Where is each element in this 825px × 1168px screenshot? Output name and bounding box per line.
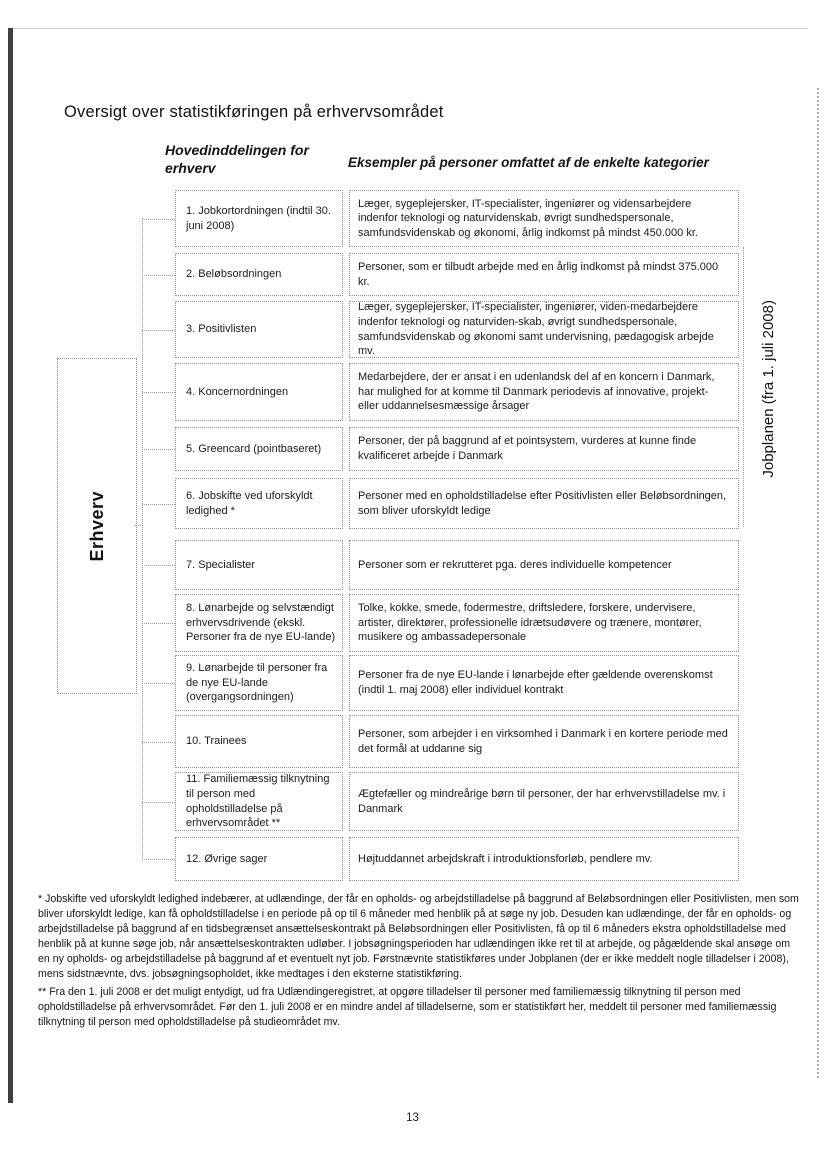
table-row [175,837,739,881]
category-label: 4. Koncernordningen [186,385,289,398]
connector-branch [142,219,175,220]
scan-edge-top [13,28,808,29]
category-cell [175,715,343,768]
category-cell [175,837,343,881]
category-cell [175,594,343,652]
connector-branch [142,742,175,743]
scan-edge-right [817,88,819,1078]
connector-branch [142,623,175,624]
connector-branch [142,504,175,505]
example-text: Medarbejdere, der er ansat i en udenlandsk del af en koncern i Danmark, har mulighed for at komme til Danmark periodevis af innovative, projekt- eller uddannelsesmæssige årsager [358,371,715,413]
column-header-examples: Eksempler på personer omfattet af de enkelte kategorier [348,155,709,170]
category-label: 3. Positivlisten [186,323,257,336]
connector-branch [142,330,175,331]
category-cell [175,540,343,590]
example-cell [349,655,739,711]
example-cell [349,301,739,358]
category-label: 11. Familiemæssig tilknytning til person med opholdstilladelse på erhvervsområdet ** [186,773,330,830]
category-cell [175,655,343,711]
example-cell [349,363,739,421]
page-title: Oversigt over statistikføringen på erhvervsområdet [64,103,444,121]
table-row [175,715,739,768]
example-cell [349,594,739,652]
example-cell [349,540,739,590]
scan-edge-left [8,28,13,1103]
right-group-label-container [746,248,790,530]
example-text: Personer, der på baggrund af et pointsystem, vurderes at kunne finde kvalificeret arbejde i Danmark [358,435,697,462]
table-row [175,253,739,296]
example-text: Personer som er rekrutteret pga. deres individuelle kompetencer [358,558,672,571]
connector-branch [142,683,175,684]
connector-branch [142,859,175,860]
example-text: Personer, som arbejder i en virksomhed i Danmark i en kortere periode med det formål at uddanne sig [358,727,728,755]
category-cell [175,427,343,471]
connector-branch [142,392,175,393]
table-row [175,301,739,358]
table-row [175,478,739,529]
category-label: 12. Øvrige sager [186,852,268,865]
example-text: Ægtefæller og mindreårige børn til personer, der har erhvervstilladelse mv. i Danmark [358,787,726,815]
category-label: 7. Specialister [186,558,256,571]
example-cell [349,190,739,247]
category-cell [175,190,343,247]
footnote-double-asterisk: ** Fra den 1. juli 2008 er det muligt entydigt, ud fra Udlændingeregistret, at opgøre tilladelser til personer med familiemæssig tilknytning til person med opholdstilladelse på erhvervsområdet. Før den 1. juli 2008 er en mindre andel af tilladelserne, som er statistikført her, meddelt til personer med familiemæssig tilknytning til person med opholdstilladelse på studieområdet mv. [38,986,777,1029]
footnote-asterisk: * Jobskifte ved uforskyldt ledighed indebærer, at udlændinge, der får en opholds- og arbejdstilladelse på baggrund af Beløbsordningen eller Positivlisten, men som bliver uforskyldt ledige, kan få opholdstilladelse i en periode på op til 6 måneder med henblik på at søge ny job. Desuden kan udlændinge, der får en opholds- og arbejdstilladelse på baggrund af en tidsbegrænset ansættelseskontrakt på Beløbsordningen eller Positivlisten, få op til 6 måneders ekstra opholdstilladelse med henblik på at kunne søge job, når ansættelseskontrakten udløber. I jobsøgningsperioden har udlændingen ikke ret til at arbejde, og pågældende skal ansøge om en ny opholds- og arbejdstilladelse på baggrund af et eventuelt nyt job. Førstnævnte statistikføres under Jobplanen (der er ikke meddelt nogle tilladelser i 2008), mens sidstnævnte, dvs. jobsøgningsopholdet, ikke medtages i den eksterne statistikføring. [38,893,799,981]
table-row [175,772,739,831]
example-text: Personer, som er tilbudt arbejde med en årlig indkomst på mindst 375.000 kr. [358,260,719,288]
example-text: Personer med en opholdstilladelse efter Positivlisten eller Beløbsordningen, som bliver uforskyldt ledige [358,489,727,517]
left-group-label: Erhverv [86,490,107,562]
right-group-label: Jobplanen (fra 1. juli 2008) [759,300,777,478]
example-cell [349,715,739,768]
category-label: 6. Jobskifte ved uforskyldt ledighed * [186,489,313,517]
example-text: Læger, sygeplejersker, IT-specialister, ingeniører, viden-medarbejdere indenfor teknologi og naturviden-skab, øvrigt sundhedspersonale, samfundsvidenskab og økonomi samt undervisning, pædagogisk arbejde mv. [358,301,714,358]
column-header-main-division: Hovedinddelingen for erhverv [165,142,309,177]
category-label: 9. Lønarbejde til personer fra de nye EU-lande (overgangsordningen) [186,662,328,704]
connector-trunk-line [142,218,143,860]
page-number: 13 [406,1112,419,1124]
table-row [175,427,739,471]
table-row [175,190,739,247]
example-text: Tolke, kokke, smede, fodermestre, driftsledere, forskere, undervisere, artister, direktører, professionelle idrætsudøvere og trænere, montører, musikere og ambassadepersonale [358,602,702,644]
category-cell [175,478,343,529]
table-row [175,540,739,590]
category-label: 8. Lønarbejde og selvstændigt erhvervsdrivende (ekskl. Personer fra de nye EU-lande) [186,602,336,644]
example-cell [349,772,739,831]
connector-branch [142,275,175,276]
category-label: 5. Greencard (pointbaseret) [186,442,322,455]
connector-branch [142,449,175,450]
connector-branch [142,565,175,566]
category-cell [175,253,343,296]
table-row [175,594,739,652]
example-cell [349,253,739,296]
table-row [175,655,739,711]
connector-branch [142,802,175,803]
footnotes [38,892,800,1033]
category-label: 1. Jobkortordningen (indtil 30. juni 2008) [186,204,331,232]
example-text: Læger, sygeplejersker, IT-specialister, ingeniører og vidensarbejdere indenfor teknologi og naturvidenskab, øvrigt sundhedspersonale, samfundsvidenskab og økonomi, årlig indkomst på mindst 450.000 kr. [358,197,698,239]
example-cell [349,837,739,881]
example-cell [349,478,739,529]
left-group-box [57,358,137,694]
example-text: Højtuddannet arbejdskraft i introduktionsforløb, pendlere mv. [358,852,653,865]
category-cell [175,301,343,358]
jobplan-bracket-line [743,247,744,527]
category-cell [175,772,343,831]
connector-erhverv-link [135,525,143,526]
category-label: 2. Beløbsordningen [186,268,282,281]
example-cell [349,427,739,471]
category-cell [175,363,343,421]
table-row [175,363,739,421]
category-label: 10. Trainees [186,735,247,748]
example-text: Personer fra de nye EU-lande i lønarbejde efter gældende overenskomst (indtil 1. maj 2008) eller individuel kontrakt [358,669,713,696]
